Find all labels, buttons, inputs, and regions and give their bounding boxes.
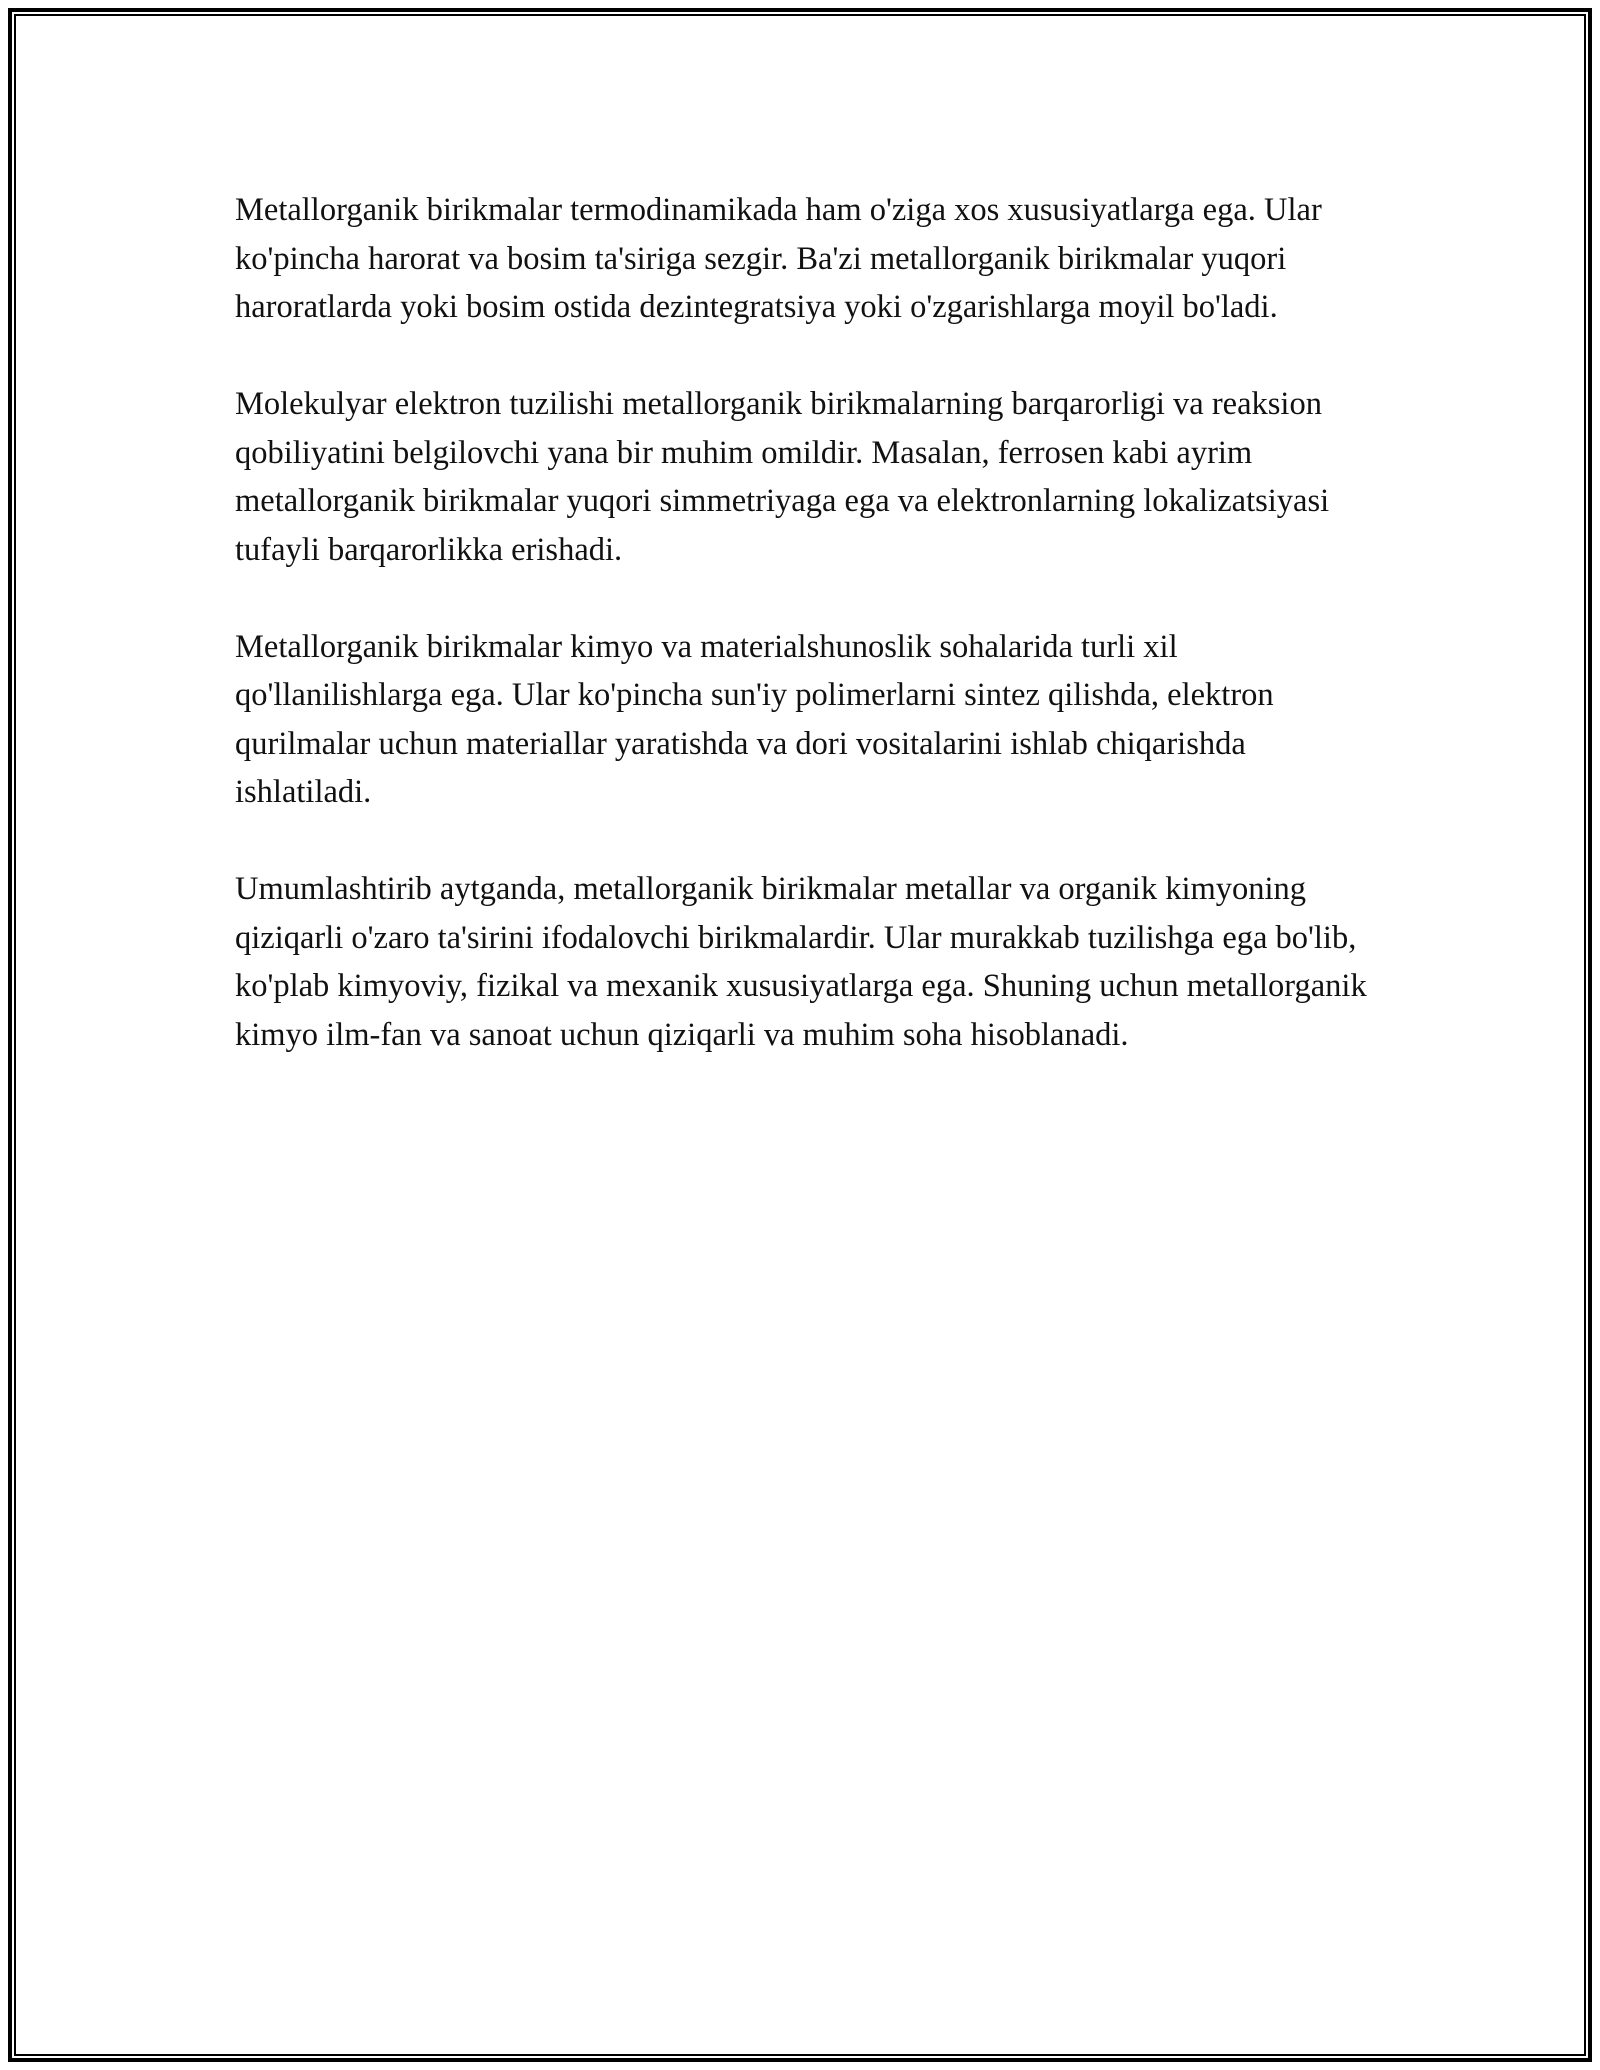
document-body bbox=[235, 186, 1375, 1108]
paragraph-1: Metallorganik birikmalar termodinamikada ham o'ziga xos xususiyatlarga ega. Ular ko'pincha harorat va bosim ta'siriga sezgir. Ba'zi metallorganik birikmalar yuqori haroratlarda yoki bosim ostida dezintegratsiya yoki o'zgarishlarga moyil bo'ladi. bbox=[235, 192, 1322, 325]
paragraph-2: Molekulyar elektron tuzilishi metallorganik birikmalarning barqarorligi va reaksion qobiliyatini belgilovchi yana bir muhim omildir. Masalan, ferrosen kabi ayrim metallorganik birikmalar yuqori simmetriyaga ega va elektronlarning lokalizatsiyasi tufayli barqarorlikka erishadi. bbox=[235, 386, 1330, 568]
paragraph-4: Umumlashtirib aytganda, metallorganik birikmalar metallar va organik kimyoning qiziqarli o'zaro ta'sirini ifodalovchi birikmalardir. Ular murakkab tuzilishga ega bo'lib, ko'plab kimyoviy, fizikal va mexanik xususiyatlarga ega. Shuning uchun metallorganik kimyo ilm-fan va sanoat uchun qiziqarli va muhim soha hisoblanadi. bbox=[235, 871, 1367, 1053]
paragraph-3: Metallorganik birikmalar kimyo va materialshunoslik sohalarida turli xil qo'llanilishlarga ega. Ular ko'pincha sun'iy polimerlarni sintez qilishda, elektron qurilmalar uchun materiallar yaratishda va dori vositalarini ishlab chiqarishda ishlatiladi. bbox=[235, 628, 1274, 810]
